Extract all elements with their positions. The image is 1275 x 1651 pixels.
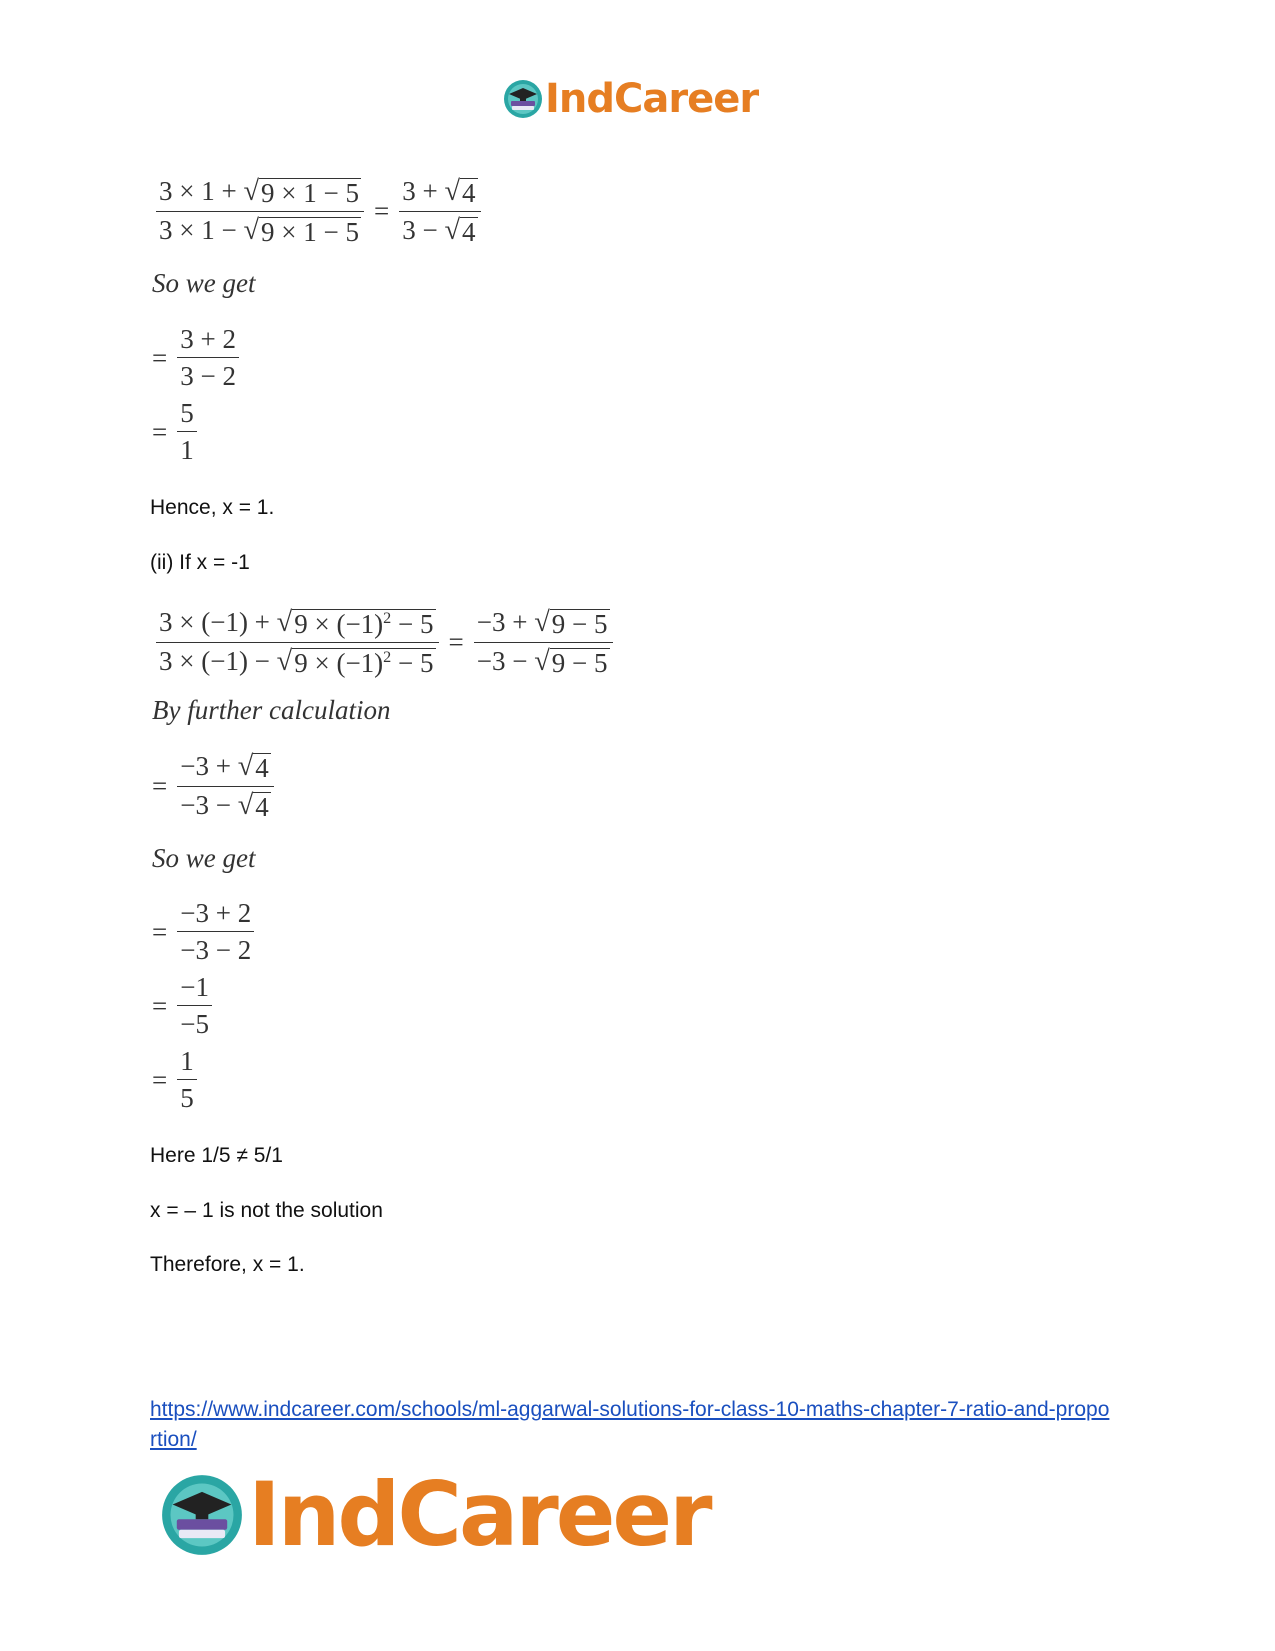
equation-1: 3 × 1 + √ 9 × 1 − 5 3 × 1 − √ 9 × 1 − 5 = 3 + √ 4 3 − √ 4 — [152, 176, 485, 247]
header-logo — [503, 76, 758, 122]
so-we-get-2: So we get — [152, 843, 256, 873]
footer-logo — [160, 1463, 710, 1566]
so-we-get-1: So we get — [152, 268, 256, 298]
term: 3 × 1 + — [159, 176, 244, 206]
equation-6: = $\frac{-3 + 2}{-3 - 2}$ — [152, 898, 258, 966]
logo-wordmark: IndCareer — [545, 76, 759, 122]
logo-wordmark: IndCareer — [248, 1463, 710, 1566]
equation-8: = $\frac{1}{5}$ — [152, 1046, 201, 1114]
by-further-calculation: By further calculation — [152, 695, 391, 725]
equation-2: = $\frac{3 + 2}{3 - 2}$ — [152, 324, 243, 392]
not-solution-line: x = – 1 is not the solution — [150, 1199, 383, 1222]
therefore-line: Therefore, x = 1. — [150, 1253, 305, 1276]
book-cap-icon — [160, 1473, 244, 1557]
book-cap-icon — [503, 79, 543, 119]
equation-7: = $\frac{-1}{-5}$ — [152, 972, 216, 1040]
equation-4: 3 × (−1) + √ $9 \times (-1)^2 - 5$ 3 × (−1) − √ $9 \times (-1)^2 - 5$ = −3 + √ 9 − 5 −3 − √ 9 − 5 — [152, 607, 617, 678]
equation-5: = −3 + √ 4 −3 − √ 4 — [152, 751, 278, 822]
case-ii-line: (ii) If x = -1 — [150, 551, 250, 574]
equation-3: = $\frac{5}{1}$ — [152, 398, 201, 466]
hence-line: Hence, x = 1. — [150, 496, 275, 519]
here-line: Here 1/5 ≠ 5/1 — [150, 1144, 283, 1167]
source-link[interactable]: https://www.indcareer.com/schools/ml-aggarwal-solutions-for-class-10-maths-chapter-7-ratio-and-proportion/ — [150, 1398, 1110, 1451]
